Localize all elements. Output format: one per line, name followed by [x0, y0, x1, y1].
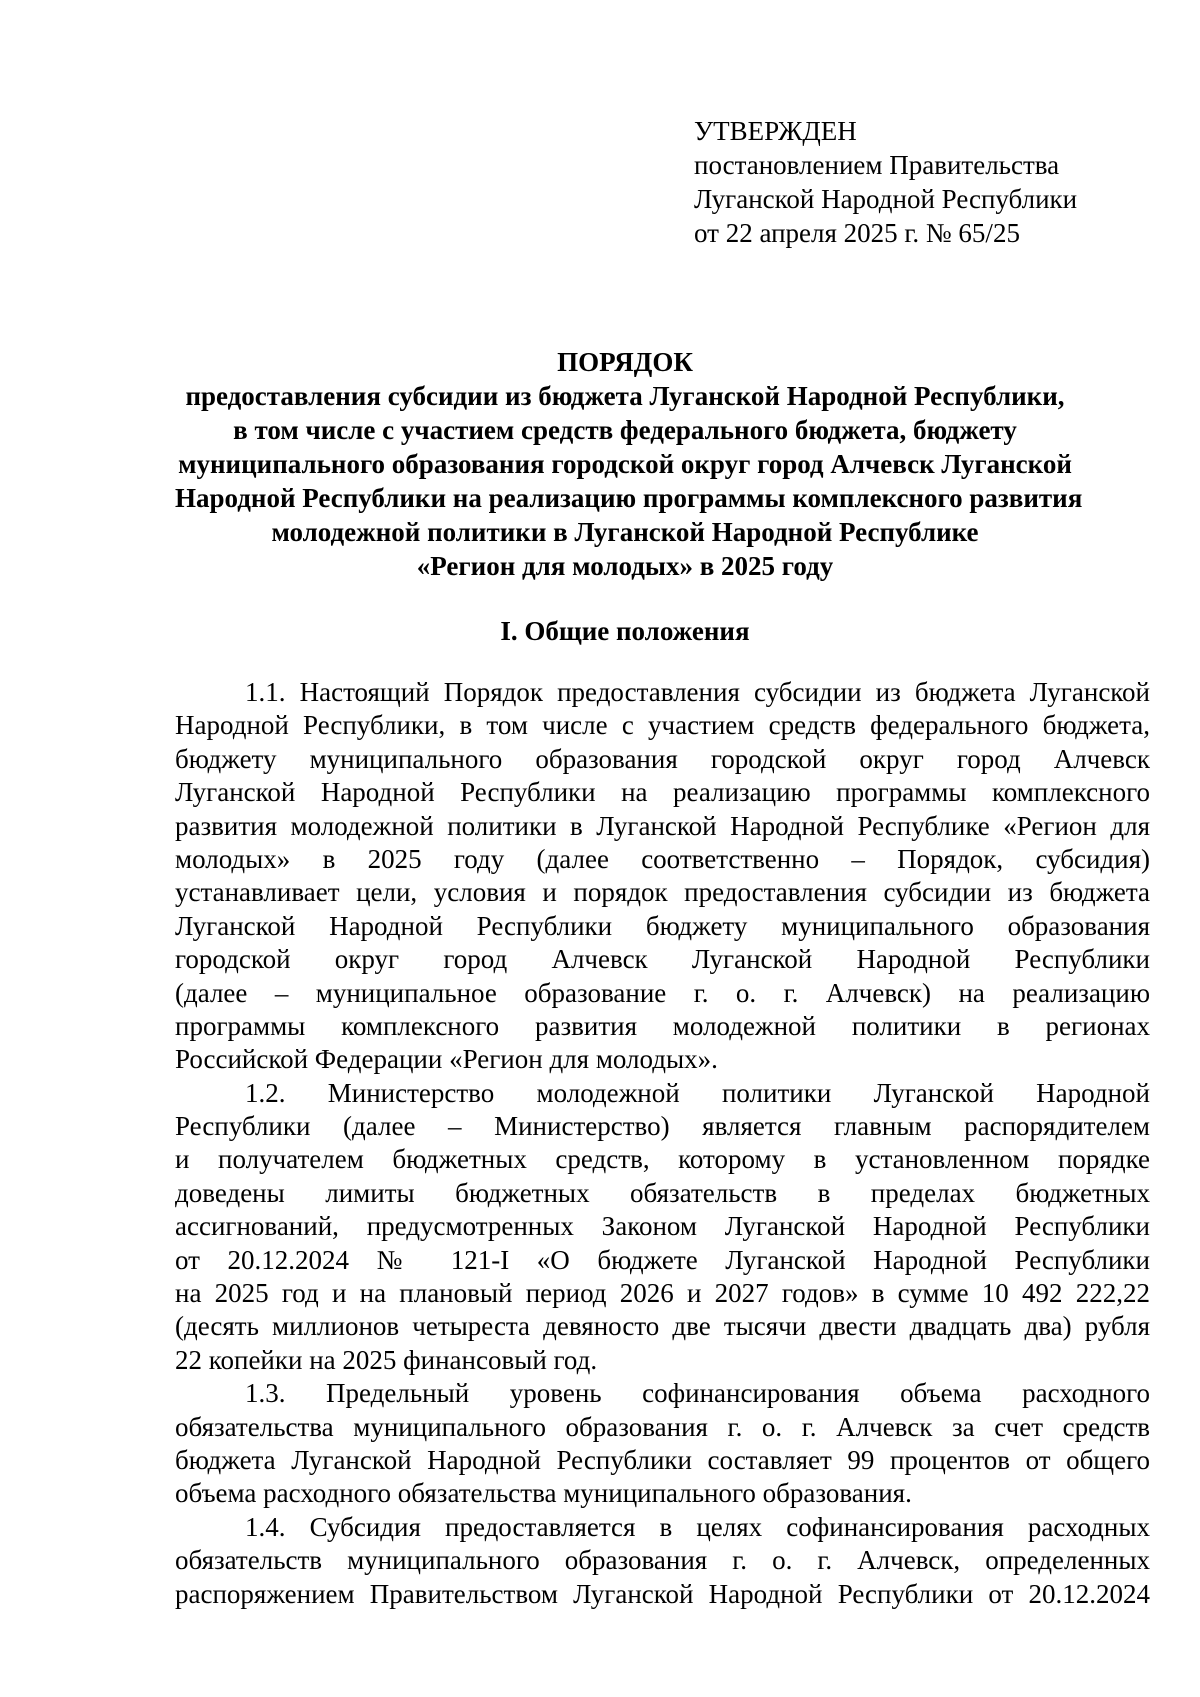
paragraph: [175, 676, 1150, 1077]
title-line: «Регион для молодых» в 2025 году: [416, 551, 834, 581]
paragraph-line: 1.4. Субсидия предоставляется в целях софинансирования расходных: [245, 1511, 1150, 1542]
paragraph-line: молодых» в 2025 году (далее соответственно – Порядок, субсидия): [175, 843, 1150, 874]
paragraph-line: Республики (далее – Министерство) является главным распорядителем: [175, 1111, 1150, 1142]
paragraph-line: объема расходного обязательства муниципального образования.: [175, 1478, 912, 1509]
paragraph-line: Луганской Народной Республики на реализацию программы комплексного: [175, 777, 1150, 808]
title-line: Народной Республики на реализацию программы комплексного развития: [175, 483, 1083, 513]
paragraph-line: обязательств муниципального образования г. о. г. Алчевск, определенных: [175, 1545, 1150, 1576]
document-body: [175, 676, 1150, 1611]
paragraph-line: бюджета Луганской Народной Республики составляет 99 процентов от общего: [175, 1444, 1150, 1475]
paragraph-line: доведены лимиты бюджетных обязательств в пределах бюджетных: [175, 1177, 1150, 1208]
paragraph-line: (далее – муниципальное образование г. о. г. Алчевск) на реализацию: [175, 977, 1150, 1008]
document-title: [175, 345, 1083, 583]
paragraph-line: 1.1. Настоящий Порядок предоставления субсидии из бюджета Луганской: [245, 677, 1150, 707]
approval-date: от 22 апреля 2025 г. № 65/25: [694, 218, 1020, 248]
approval-title: УТВЕРЖДЕН: [694, 116, 857, 146]
paragraph-line: ассигнований, предусмотренных Законом Луганской Народной Республики: [175, 1211, 1150, 1242]
paragraph-line: (десять миллионов четыреста девяносто две тысячи двести двадцать два) рубля: [175, 1311, 1150, 1342]
section-heading: I. Общие положения: [500, 616, 750, 646]
paragraph-line: на 2025 год и на плановый период 2026 и 2027 годов» в сумме 10 492 222,22: [175, 1278, 1150, 1309]
paragraph: [175, 1511, 1150, 1611]
paragraph-line: бюджету муниципального образования городской округ город Алчевск: [175, 743, 1150, 774]
paragraph-line: городской округ город Алчевск Луганской Народной Республики: [175, 944, 1150, 975]
paragraph-line: Народной Республики, в том числе с участием средств федерального бюджета,: [175, 710, 1150, 741]
paragraph-line: 1.2. Министерство молодежной политики Луганской Народной: [245, 1077, 1150, 1108]
title-line: молодежной политики в Луганской Народной Республике: [271, 517, 979, 547]
paragraph-line: 1.3. Предельный уровень софинансирования объема расходного: [245, 1378, 1150, 1409]
approval-line: Луганской Народной Республики: [694, 184, 1078, 214]
paragraph-line: программы комплексного развития молодежной политики в регионах: [175, 1010, 1150, 1041]
paragraph-line: 22 копейки на 2025 финансовый год.: [175, 1344, 598, 1375]
paragraph: [175, 1077, 1150, 1378]
paragraph-line: обязательства муниципального образования г. о. г. Алчевск за счет средств: [175, 1411, 1150, 1442]
title-heading: ПОРЯДОК: [557, 347, 693, 377]
paragraph-line: устанавливает цели, условия и порядок предоставления субсидии из бюджета: [175, 877, 1150, 908]
approval-stamp: [694, 114, 1077, 250]
paragraph-line: от 20.12.2024 № 121-I «О бюджете Луганской Народной Республики: [175, 1244, 1150, 1275]
approval-line: постановлением Правительства: [694, 150, 1060, 180]
title-line: муниципального образования городской округ город Алчевск Луганской: [178, 449, 1072, 479]
paragraph-line: и получателем бюджетных средств, которому в установленном порядке: [175, 1144, 1150, 1175]
paragraph-line: распоряжением Правительством Луганской Народной Республики от 20.12.2024: [175, 1578, 1150, 1609]
paragraph-line: Российской Федерации «Регион для молодых».: [175, 1044, 718, 1075]
paragraph-line: Луганской Народной Республики бюджету муниципального образования: [175, 910, 1150, 941]
title-line: предоставления субсидии из бюджета Луганской Народной Республики,: [185, 381, 1065, 411]
paragraph-line: развития молодежной политики в Луганской Народной Республике «Регион для: [175, 810, 1150, 841]
title-line: в том числе с участием средств федерального бюджета, бюджету: [233, 415, 1017, 445]
paragraph: [175, 1377, 1150, 1511]
